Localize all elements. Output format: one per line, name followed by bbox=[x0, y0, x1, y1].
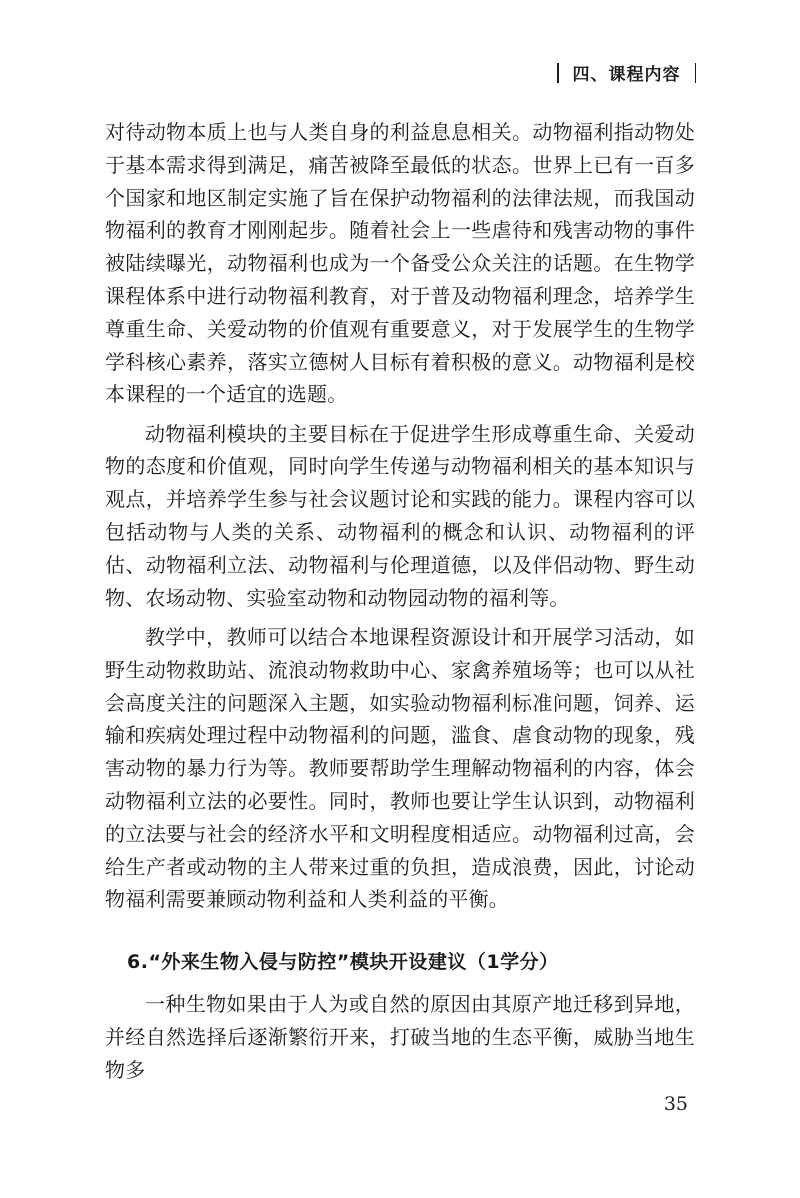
header-divider-right bbox=[695, 63, 697, 83]
page-body bbox=[105, 116, 695, 1087]
page-number: 35 bbox=[663, 1093, 688, 1115]
running-header bbox=[557, 60, 696, 85]
header-title: 四、课程内容 bbox=[572, 65, 681, 85]
section-heading: 6.“外来生物入侵与防控”模块开设建议（1学分） bbox=[127, 951, 559, 974]
paragraph-invasive-species: 一种生物如果由于人为或自然的原因由其原产地迁移到异地，并经自然选择后逐渐繁衍开来，打破当地的生态平衡，威胁当地生物多 bbox=[105, 992, 695, 1082]
paragraph-module-goals: 动物福利模块的主要目标在于促进学生形成尊重生命、关爱动物的态度和价值观，同时向学生传递与动物福利相关的基本知识与观点，并培养学生参与社会议题讨论和实践的能力。课程内容可以包括动物与人类的关系、动物福利的概念和认识、动物福利的评估、动物福利立法、动物福利与伦理道德，以及伴侣动物、野生动物、农场动物、实验室动物和动物园动物的福利等。 bbox=[105, 421, 695, 610]
paragraph-teaching: 教学中，教师可以结合本地课程资源设计和开展学习活动，如野生动物救助站、流浪动物救助中心、家禽养殖场等；也可以从社会高度关注的问题深入主题，如实验动物福利标准问题，饲养、运输和疾病处理过程中动物福利的问题，滥食、虐食动物的现象，残害动物的暴力行为等。教师要帮助学生理解动物福利的内容，体会动物福利立法的必要性。同时，教师也要让学生认识到，动物福利的立法要与社会的经济水平和文明程度相适应。动物福利过高，会给生产者或动物的主人带来过重的负担，造成浪费，因此，讨论动物福利需要兼顾动物利益和人类利益的平衡。 bbox=[105, 624, 695, 912]
paragraph-continued: 对待动物本质上也与人类自身的利益息息相关。动物福利指动物处于基本需求得到满足，痛苦被降至最低的状态。世界上已有一百多个国家和地区制定实施了旨在保护动物福利的法律法规，而我国动物福利的教育才刚刚起步。随着社会上一些虐待和残害动物的事件被陆续曝光，动物福利也成为一个备受公众关注的话题。在生物学课程体系中进行动物福利教育，对于普及动物福利理念，培养学生尊重生命、关爱动物的价值观有重要意义，对于发展学生的生物学学科核心素养，落实立德树人目标有着积极的意义。动物福利是校本课程的一个适宜的选题。 bbox=[105, 120, 695, 407]
